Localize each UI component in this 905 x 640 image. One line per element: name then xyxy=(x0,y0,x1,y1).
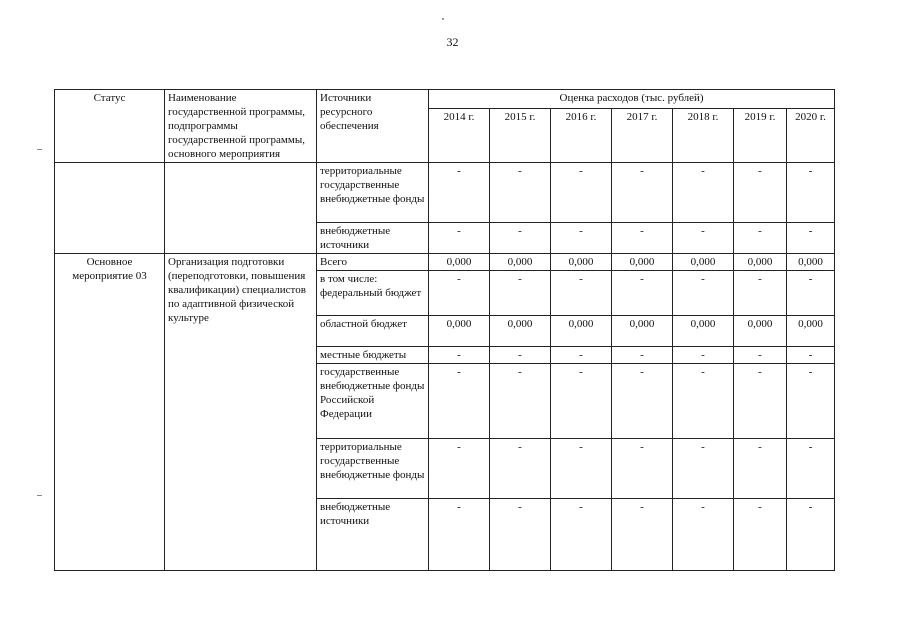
page-number: 32 xyxy=(446,35,459,49)
value-cell: - xyxy=(429,271,490,316)
value-cell: - xyxy=(673,223,734,254)
header-sources: Источники ресурсного обеспечения xyxy=(317,90,429,163)
value-cell: - xyxy=(787,223,835,254)
value-cell: - xyxy=(429,223,490,254)
value-cell: - xyxy=(612,364,673,439)
value-cell: - xyxy=(612,499,673,571)
name-cell-empty xyxy=(165,163,317,254)
header-status: Статус xyxy=(55,90,165,163)
value-cell: - xyxy=(673,347,734,364)
header-year: 2014 г. xyxy=(429,108,490,162)
source-cell: областной бюджет xyxy=(317,316,429,347)
value-cell: - xyxy=(787,163,835,223)
header-name: Наименование государственной программы, подпрограммы государственной программы, основного мероприятия xyxy=(165,90,317,163)
value-cell: 0,000 xyxy=(612,316,673,347)
value-cell: - xyxy=(551,223,612,254)
activity-name: Организация подготовки (переподготовки, повышения квалификации) специалистов по адаптивной физической культуре xyxy=(165,254,317,571)
status-cell-empty xyxy=(55,163,165,254)
header-year: 2017 г. xyxy=(612,108,673,162)
value-cell: - xyxy=(490,223,551,254)
value-cell: - xyxy=(551,163,612,223)
value-cell: 0,000 xyxy=(612,254,673,271)
value-cell: - xyxy=(612,223,673,254)
margin-mark xyxy=(37,495,42,496)
value-cell: 0,000 xyxy=(551,254,612,271)
header-year: 2015 г. xyxy=(490,108,551,162)
value-cell: - xyxy=(612,163,673,223)
value-cell: 0,000 xyxy=(490,254,551,271)
value-cell: 0,000 xyxy=(673,254,734,271)
table-row xyxy=(55,163,835,223)
header-year: 2018 г. xyxy=(673,108,734,162)
value-cell: - xyxy=(787,364,835,439)
value-cell: 0,000 xyxy=(551,316,612,347)
value-cell: - xyxy=(673,163,734,223)
header-estimate: Оценка расходов (тыс. рублей) xyxy=(429,90,835,109)
value-cell: 0,000 xyxy=(734,316,787,347)
value-cell: - xyxy=(551,271,612,316)
header-year: 2019 г. xyxy=(734,108,787,162)
value-cell: - xyxy=(490,439,551,499)
value-cell: - xyxy=(429,347,490,364)
value-cell: - xyxy=(551,439,612,499)
value-cell: 0,000 xyxy=(429,316,490,347)
activity-status: Основное мероприятие 03 xyxy=(55,254,165,571)
value-cell: - xyxy=(612,347,673,364)
value-cell: 0,000 xyxy=(787,254,835,271)
value-cell: - xyxy=(490,364,551,439)
value-cell: - xyxy=(734,347,787,364)
value-cell: 0,000 xyxy=(787,316,835,347)
source-cell: территориальные государственные внебюджетные фонды xyxy=(317,163,429,223)
source-cell: государственные внебюджетные фонды Российской Федерации xyxy=(317,364,429,439)
value-cell: - xyxy=(734,223,787,254)
value-cell: - xyxy=(612,439,673,499)
expense-estimate-table xyxy=(54,89,835,571)
value-cell: - xyxy=(429,439,490,499)
value-cell: - xyxy=(673,271,734,316)
value-cell: 0,000 xyxy=(734,254,787,271)
value-cell: - xyxy=(429,163,490,223)
value-cell: - xyxy=(734,271,787,316)
value-cell: - xyxy=(490,499,551,571)
value-cell: - xyxy=(787,347,835,364)
header-year: 2016 г. xyxy=(551,108,612,162)
value-cell: - xyxy=(787,439,835,499)
margin-mark xyxy=(37,149,42,150)
value-cell: - xyxy=(673,439,734,499)
value-cell: 0,000 xyxy=(490,316,551,347)
page-dot-mark xyxy=(442,18,444,20)
header-year: 2020 г. xyxy=(787,108,835,162)
value-cell: - xyxy=(787,499,835,571)
value-cell: - xyxy=(734,439,787,499)
source-cell: внебюджетные источники xyxy=(317,499,429,571)
table-row xyxy=(55,254,835,271)
value-cell: - xyxy=(490,163,551,223)
value-cell: - xyxy=(612,271,673,316)
source-cell: местные бюджеты xyxy=(317,347,429,364)
value-cell: - xyxy=(787,271,835,316)
source-cell: в том числе: федеральный бюджет xyxy=(317,271,429,316)
value-cell: - xyxy=(734,364,787,439)
value-cell: 0,000 xyxy=(429,254,490,271)
value-cell: - xyxy=(490,271,551,316)
source-cell: внебюджетные источники xyxy=(317,223,429,254)
value-cell: 0,000 xyxy=(673,316,734,347)
value-cell: - xyxy=(551,499,612,571)
value-cell: - xyxy=(734,163,787,223)
value-cell: - xyxy=(429,499,490,571)
value-cell: - xyxy=(673,364,734,439)
value-cell: - xyxy=(673,499,734,571)
source-cell: территориальные государственные внебюджетные фонды xyxy=(317,439,429,499)
value-cell: - xyxy=(490,347,551,364)
value-cell: - xyxy=(734,499,787,571)
source-cell: Всего xyxy=(317,254,429,271)
value-cell: - xyxy=(551,364,612,439)
value-cell: - xyxy=(551,347,612,364)
value-cell: - xyxy=(429,364,490,439)
